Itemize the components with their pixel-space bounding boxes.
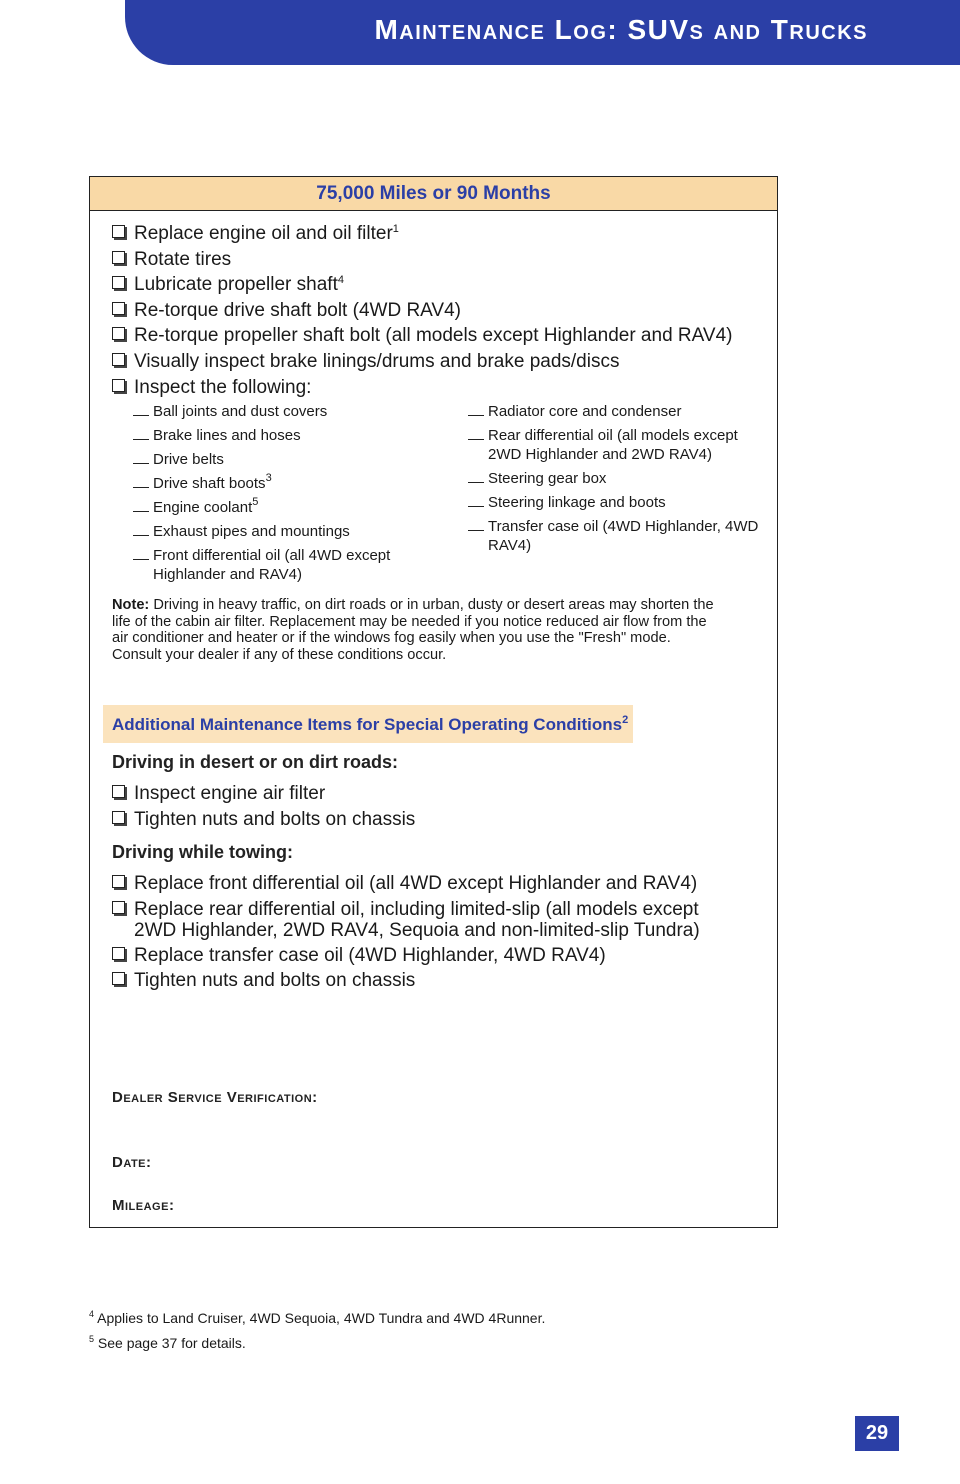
blank-line[interactable]	[468, 439, 484, 440]
checklist-item[interactable]: Tighten nuts and bolts on chassis	[112, 968, 712, 994]
section-title: 75,000 Miles or 90 Months	[90, 177, 777, 211]
checklist-item[interactable]: Lubricate propeller shaft$^4$	[112, 272, 732, 298]
dealer-verification-label: Dealer Service Verification:	[112, 1089, 318, 1106]
note-text: Driving in heavy traffic, on dirt roads or in urban, dusty or desert areas may shorten the life of the cabin air filter. Replacement may be needed if you notice reduced air flow from the air conditioner and heater or if the windows fog easily when you use the "Fresh" mode. Consult your dealer if any of these conditions occur.	[112, 597, 714, 663]
inspect-item[interactable]: Brake lines and hoses	[133, 426, 423, 445]
checkbox-icon[interactable]	[112, 785, 125, 798]
blank-line[interactable]	[133, 487, 149, 488]
checklist-item[interactable]: Visually inspect brake linings/drums and brake pads/discs	[112, 349, 732, 375]
inspect-item[interactable]: Radiator core and condenser	[468, 402, 768, 421]
checkbox-icon[interactable]	[112, 972, 125, 985]
checklist-item[interactable]: Re-torque drive shaft bolt (4WD RAV4)	[112, 298, 732, 324]
blank-line[interactable]	[133, 511, 149, 512]
inspect-item[interactable]: Drive belts	[133, 450, 423, 469]
inspect-item[interactable]: Exhaust pipes and mountings	[133, 522, 423, 541]
checklist-item[interactable]: Rotate tires	[112, 247, 732, 273]
page-number: 29	[855, 1416, 899, 1451]
special-conditions-heading: Additional Maintenance Items for Special Operating Conditions$^2$	[103, 705, 633, 743]
blank-line[interactable]	[468, 506, 484, 507]
checkbox-icon[interactable]	[112, 811, 125, 824]
page-header	[125, 0, 960, 65]
blank-line[interactable]	[133, 463, 149, 464]
checkbox-icon[interactable]	[112, 302, 125, 315]
blank-line[interactable]	[468, 415, 484, 416]
inspect-item[interactable]: Ball joints and dust covers	[133, 402, 423, 421]
inspect-list-right	[468, 402, 768, 560]
desert-checklist	[112, 781, 415, 832]
inspect-list-left	[133, 402, 423, 589]
checklist-item[interactable]: Tighten nuts and bolts on chassis	[112, 807, 415, 833]
checklist-item[interactable]: Replace front differential oil (all 4WD except Highlander and RAV4)	[112, 871, 712, 897]
blank-line[interactable]	[133, 415, 149, 416]
checklist-item[interactable]: Re-torque propeller shaft bolt (all models except Highlander and RAV4)	[112, 323, 732, 349]
note-label: Note:	[112, 597, 150, 613]
blank-line[interactable]	[133, 535, 149, 536]
checklist-item[interactable]: Replace transfer case oil (4WD Highlander, 4WD RAV4)	[112, 943, 712, 969]
towing-heading: Driving while towing:	[112, 842, 293, 862]
date-label: Date:	[112, 1154, 152, 1171]
mileage-label: Mileage:	[112, 1197, 175, 1214]
page-title: Maintenance Log: SUVs and Trucks	[374, 14, 868, 45]
inspect-item[interactable]: Rear differential oil (all models except 2WD Highlander and 2WD RAV4)	[468, 426, 768, 464]
blank-line[interactable]	[468, 482, 484, 483]
maintenance-log-box	[89, 176, 778, 1228]
checkbox-icon[interactable]	[112, 353, 125, 366]
inspect-item[interactable]: Steering gear box	[468, 469, 768, 488]
inspect-item[interactable]: Transfer case oil (4WD Highlander, 4WD RAV4)	[468, 517, 768, 555]
desert-heading: Driving in desert or on dirt roads:	[112, 752, 399, 772]
footnotes	[89, 1310, 545, 1360]
checkbox-icon[interactable]	[112, 225, 125, 238]
checkbox-icon[interactable]	[112, 276, 125, 289]
inspect-item[interactable]: Front differential oil (all 4WD except Highlander and RAV4)	[133, 546, 423, 584]
checkbox-icon[interactable]	[112, 379, 125, 392]
checkbox-icon[interactable]	[112, 901, 125, 914]
inspect-item[interactable]: Steering linkage and boots	[468, 493, 768, 512]
checkbox-icon[interactable]	[112, 875, 125, 888]
blank-line[interactable]	[133, 559, 149, 560]
blank-line[interactable]	[133, 439, 149, 440]
checkbox-icon[interactable]	[112, 327, 125, 340]
checklist-item[interactable]: Replace rear differential oil, including limited-slip (all models except 2WD Highlander, 2WD RAV4, Sequoia and non-limited-slip Tundra)	[112, 899, 712, 941]
checklist-item[interactable]: Inspect the following:	[112, 375, 732, 401]
checkbox-icon[interactable]	[112, 251, 125, 264]
checklist-item[interactable]: Inspect engine air filter	[112, 781, 415, 807]
main-checklist	[112, 221, 732, 400]
inspect-item[interactable]: Drive shaft boots$^3$	[133, 474, 423, 493]
inspect-item[interactable]: Engine coolant$^5$	[133, 498, 423, 517]
footnote: $^4$ Applies to Land Cruiser, 4WD Sequoia, 4WD Tundra and 4WD 4Runner.	[89, 1309, 546, 1326]
checklist-item[interactable]: Replace engine oil and oil filter$^1$	[112, 221, 732, 247]
blank-line[interactable]	[468, 530, 484, 531]
cabin-filter-note	[112, 597, 722, 663]
checkbox-icon[interactable]	[112, 947, 125, 960]
footnote: $^5$ See page 37 for details.	[89, 1334, 246, 1351]
towing-checklist	[112, 871, 712, 994]
